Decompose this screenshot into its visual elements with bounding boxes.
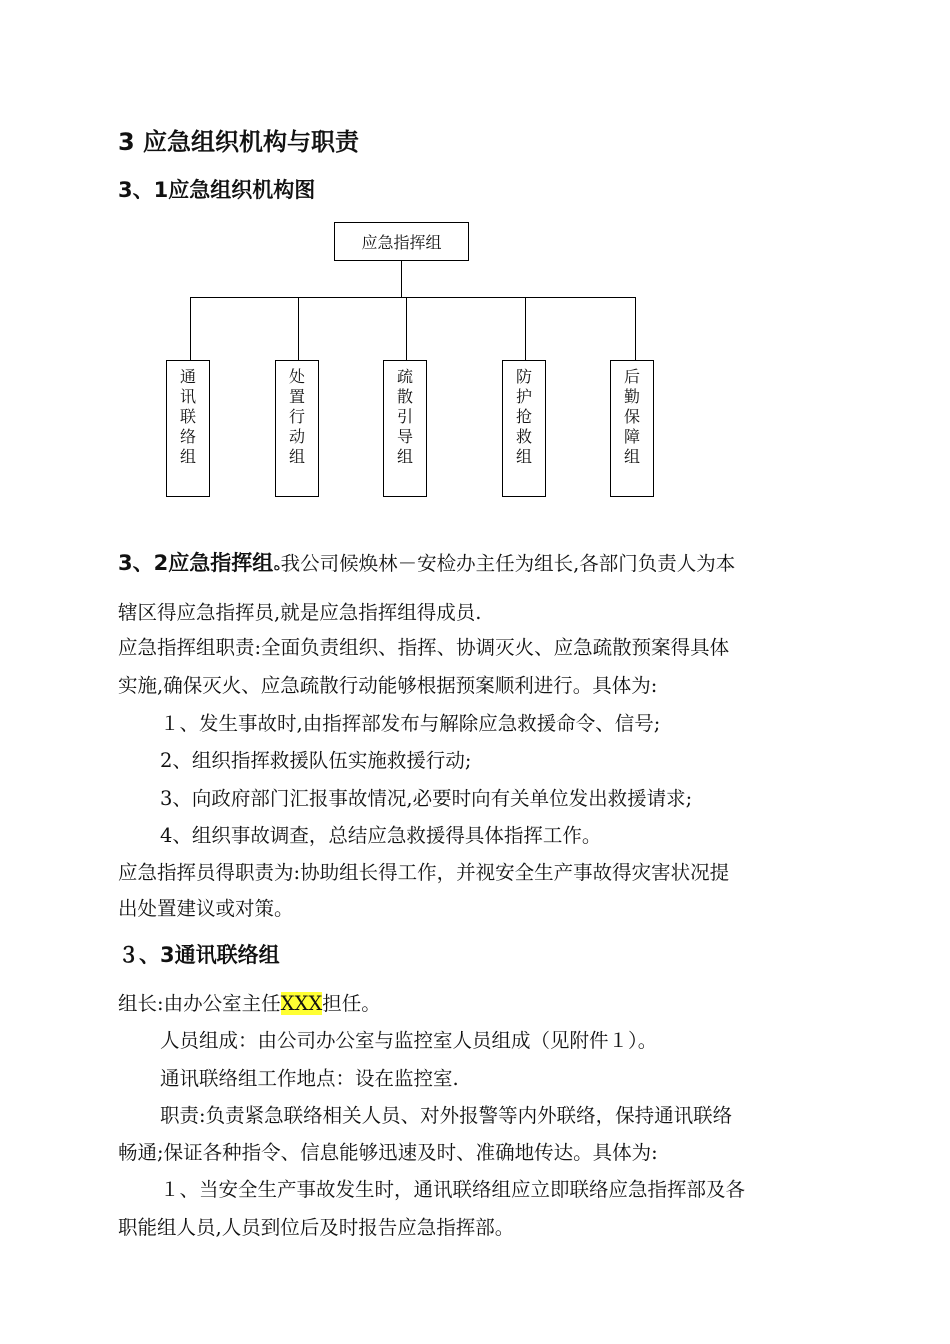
org-box-logistics <box>610 360 654 497</box>
paragraph-text: 担任。 <box>322 992 381 1015</box>
list-item: 3、向政府部门汇报事故情况,必要时向有关单位发出救援请求; <box>160 787 693 810</box>
org-box-rescue <box>502 360 546 497</box>
paragraph-text: 出处置建议或对策。 <box>118 897 294 920</box>
paragraph-text: 人员组成：由公司办公室与监控室人员组成（见附件１）。 <box>160 1029 658 1052</box>
org-box-communication <box>166 360 210 497</box>
paragraph-text: 通讯联络组工作地点：设在监控室. <box>160 1067 459 1090</box>
org-box-label: 防护抢救组 <box>516 367 533 466</box>
org-box-label: 疏散引导组 <box>397 367 414 466</box>
paragraph-text: 实施,确保灭火、应急疏散行动能够根据预案顺利进行。具体为: <box>118 674 658 697</box>
leader-line <box>118 988 381 1016</box>
subsection-3-2-heading: 3、2应急指挥组 <box>118 551 274 575</box>
list-item: 2、组织指挥救援队伍实施救援行动; <box>160 749 472 772</box>
org-box-label: 后勤保障组 <box>624 367 641 466</box>
org-connector-branch <box>190 297 191 360</box>
list-item: １、发生事故时,由指挥部发布与解除应急救援命令、信号; <box>160 712 661 735</box>
org-connector-horizontal <box>190 297 636 298</box>
subsection-3-1-heading: 3、1应急组织机构图 <box>118 178 316 202</box>
org-connector-branch <box>406 297 407 360</box>
list-item: 4、组织事故调查，总结应急救援得具体指挥工作。 <box>160 824 602 847</box>
section-title: 3 应急组织机构与职责 <box>118 128 360 156</box>
org-box-label: 处置行动组 <box>289 367 306 466</box>
highlighted-name: XXX <box>280 992 323 1015</box>
org-box-action <box>275 360 319 497</box>
org-connector-vertical <box>401 261 402 298</box>
subsection-3-3-heading: ３、3通讯联络组 <box>118 943 280 967</box>
org-box-label: 通讯联络组 <box>180 367 197 466</box>
paragraph-text: 职能组人员,人员到位后及时报告应急指挥部。 <box>118 1216 515 1239</box>
paragraph-text: 我公司候焕林－安检办主任为组长,各部门负责人为本 <box>280 552 736 575</box>
paragraph-text: 应急指挥组职责:全面负责组织、指挥、协调灭火、应急疏散预案得具体 <box>118 636 730 659</box>
org-box-command <box>334 222 469 261</box>
paragraph-text: 组长:由办公室主任 <box>118 992 281 1015</box>
org-box-evacuation <box>383 360 427 497</box>
org-connector-branch <box>635 297 636 360</box>
org-box-command-label: 应急指挥组 <box>361 233 442 252</box>
paragraph-text: 职责:负责紧急联络相关人员、对外报警等内外联络，保持通讯联络 <box>160 1104 733 1127</box>
paragraph-text: 应急指挥员得职责为:协助组长得工作，并视安全生产事故得灾害状况提 <box>118 861 730 884</box>
org-connector-branch <box>525 297 526 360</box>
org-connector-branch <box>298 297 299 360</box>
list-item: １、当安全生产事故发生时，通讯联络组应立即联络应急指挥部及各 <box>160 1178 746 1201</box>
paragraph-text: 辖区得应急指挥员,就是应急指挥组得成员. <box>118 601 482 624</box>
paragraph-text: 畅通;保证各种指令、信息能够迅速及时、准确地传达。具体为: <box>118 1141 658 1164</box>
subsection-3-2-first-line <box>118 547 735 577</box>
tab-mark: ﻩ <box>273 558 281 574</box>
